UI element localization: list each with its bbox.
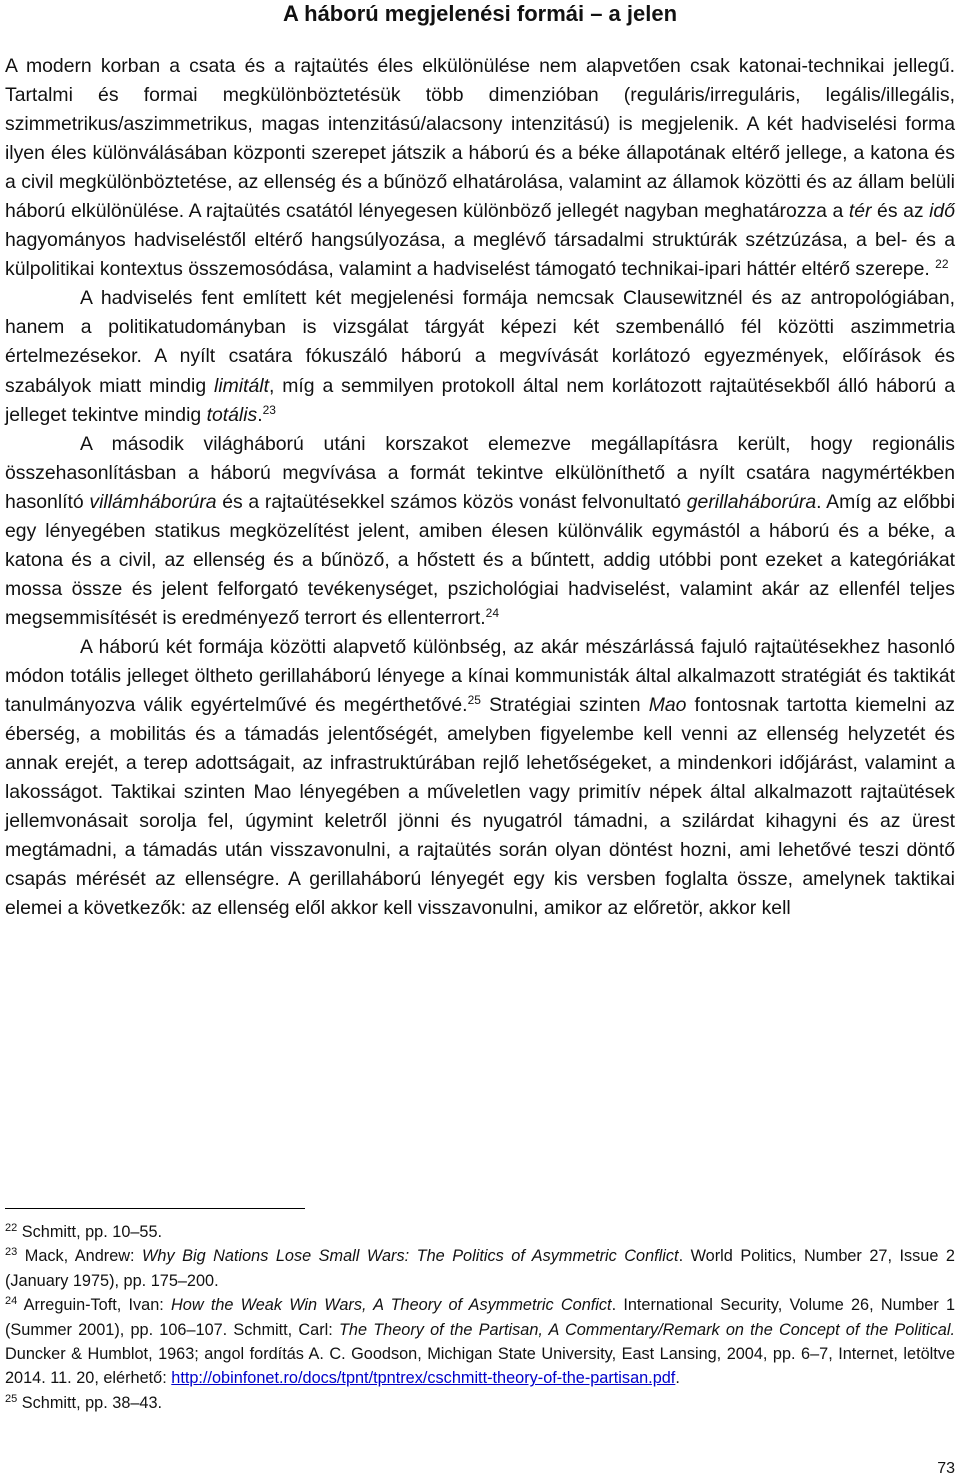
paragraph <box>5 284 955 429</box>
footnote-number: 25 <box>5 1392 18 1405</box>
footnote-number: 24 <box>5 1295 18 1308</box>
text-run: Stratégiai szinten <box>480 694 649 717</box>
italic-text: Mao <box>648 694 687 717</box>
footnote <box>5 1391 955 1415</box>
footnote <box>5 1220 955 1244</box>
italic-text: villámháborúra <box>89 490 217 513</box>
italic-text: The Theory of the Partisan, A Commentary/Remark on the Concept of the Political. <box>338 1320 956 1339</box>
text-run: Mack, Andrew: <box>24 1247 143 1266</box>
text-run: fontosnak tartotta kiemelni az éberség, a mobilitás és a támadás jelentőségét, amelyben figyelembe kell venni az ellenség helyzetét és annak erejét, a terep adottságait, az infrastruktúrában rejlő lehetőségeket, a mindenkori időjárást, valamint a lakosságot. Taktikai szinten Mao lényegében a műveletlen vagy primitív népek által alkalmazott rajtaütések jellemvonásait sorolja fel, úgymint keletről jönni és nyugatról támadni, a szilárdat kihagyni és az ürest megtámadni, a támadás után visszavonulni, a rajtaütés során olyan döntést hozni, ami lehetővé teszi döntő csapás mérését az ellenségre. A gerillaháború lényegét egy kis versben foglalta össze, amelynek taktikai elemei a következők: az ellenség elől akkor kell visszavonulni, amikor az előretör, akkor kell <box>5 694 955 920</box>
document-page <box>5 0 955 923</box>
paragraph <box>5 633 955 923</box>
text-run: és a rajtaütésekkel számos közös vonást felvonultató <box>216 490 687 513</box>
text-run: A második világháború utáni korszakot elemezve megállapításra került, hogy regionális összehasonlításban a háború megvívása a formát tekintve elkülöníthető a nyílt csatára nagymértékben hasonlító <box>5 432 955 513</box>
footnote-ref: 24 <box>485 605 499 620</box>
text-run: és az <box>871 200 930 223</box>
text-run: A modern korban a csata és a rajtaütés éles elkülönülése nem alapvetően csak katonai-technikai jellegű. Tartalmi és formai megkülönböztetésük több dimenzióban (reguláris/irreguláris, legális/illegális, szimmetrikus/aszimmetrikus, magas intenzitású/alacsony intenzitású) is megjelenik. A két hadviselési forma ilyen éles különválásában központi szerepet játszik a háború és a béke állapotának eltérő jellege, a katona és a civil megkülönböztetése, az ellenség és a bűnöző elhatárolása, valamint az államok közötti és az állam belüli háború elkülönülése. A rajtaütés csatától lényegesen különböző jellegét nagyban meghatározza a <box>5 55 955 223</box>
footnote-ref: 23 <box>262 402 276 417</box>
text-run: . Amíg az előbbi egy lényegében statikus megközelítést jelent, amiben élesen különválik egymástól a háború és a béke, a katona és a civil, az ellenség és a bűnöző, a hőstett és a bűntett, addig utóbbi pont ezeket a kategóriákat mossa össze és jelent felforgató tevékenységet, pszichológiai hadviselést, valamint akár az ellenfél teljes megsemmisítését is eredményező terrort és ellenterrort. <box>5 490 955 629</box>
text-run: . International Security, Volume 26, Number 1 (Summer 2001), pp. 106–107. Schmitt, Carl: <box>5 1296 956 1339</box>
text-run: A hadviselés fent említett két megjelenési formája nemcsak Clausewitznél és az antropológiában, hanem a politikatudományban is vizsgálat tárgyát képezi két szembenálló fél közötti aszimmetria értelmezésekor. A nyílt csatára fókuszáló háború a megvívását korlátozó egyezmények, előírások és szabályok miatt mindig <box>5 287 955 397</box>
body-text <box>5 52 955 923</box>
text-run: Schmitt, pp. 10–55. <box>21 1223 163 1241</box>
footnote-number: 22 <box>5 1222 18 1234</box>
italic-text: gerillaháborúra <box>686 490 817 513</box>
page-number: 73 <box>937 1460 955 1477</box>
italic-text: idő <box>929 200 955 223</box>
text-run: Arreguin-Toft, Ivan: <box>23 1296 172 1315</box>
section-title: A háború megjelenési formái – a jelen <box>282 1 678 26</box>
italic-text: totális <box>206 403 258 426</box>
text-run: Schmitt, pp. 38–43. <box>21 1393 163 1412</box>
text-run: Duncker & Humblot, 1963; angol fordítás A. C. Goodson, Michigan State University, East Lansing, 2004, pp. 6–7, Internet, letöltve 2014. 11. 20, elérhető: <box>5 1345 955 1388</box>
url-link[interactable]: http://obinfonet.ro/docs/tpnt/tpntrex/cschmitt-theory-of-the-partisan.pdf <box>171 1369 676 1388</box>
text-run: , míg a semmilyen protokoll által nem korlátozott rajtaütésekből álló háború a jelleget tekintve mindig <box>5 374 955 426</box>
text-run: . World Politics, Number 27, Issue 2 (January 1975), pp. 175–200. <box>5 1247 955 1290</box>
footnote-number: 23 <box>5 1246 18 1259</box>
footnote <box>5 1244 955 1293</box>
footnote <box>5 1293 955 1391</box>
paragraph <box>5 52 955 284</box>
italic-text: How the Weak Win Wars, A Theory of Asymmetric Confict <box>171 1296 612 1315</box>
footnote-ref: 22 <box>935 257 949 272</box>
footnote-separator <box>5 1208 305 1209</box>
italic-text: Why Big Nations Lose Small Wars: The Politics of Asymmetric Conflict <box>142 1247 679 1266</box>
text-run: A háború két formája közötti alapvető különbség, az akár mészárlássá fajuló rajtaütésekhez hasonló módon totális jelleget öltheto gerillaháború lényege a kínai kommunisták által alkalmazott stratégiát és taktikát tanulmányozva válik egyértelművé és megérthetővé. <box>5 635 955 717</box>
italic-text: tér <box>848 200 872 223</box>
paragraph <box>5 430 955 633</box>
footnote-ref: 25 <box>467 693 481 708</box>
text-run: . <box>257 403 263 426</box>
italic-text: limitált <box>214 374 269 397</box>
text-run: . <box>675 1369 680 1388</box>
text-run: hagyományos hadviseléstől eltérő hangsúlyozása, a meglévő társadalmi struktúrák szétzúzása, a bel- és a külpolitikai kontextus összemosódása, valamint a hadviselést támogató technikai-ipari háttér eltérő szerepe. <box>5 229 955 281</box>
footnotes <box>5 1220 955 1415</box>
